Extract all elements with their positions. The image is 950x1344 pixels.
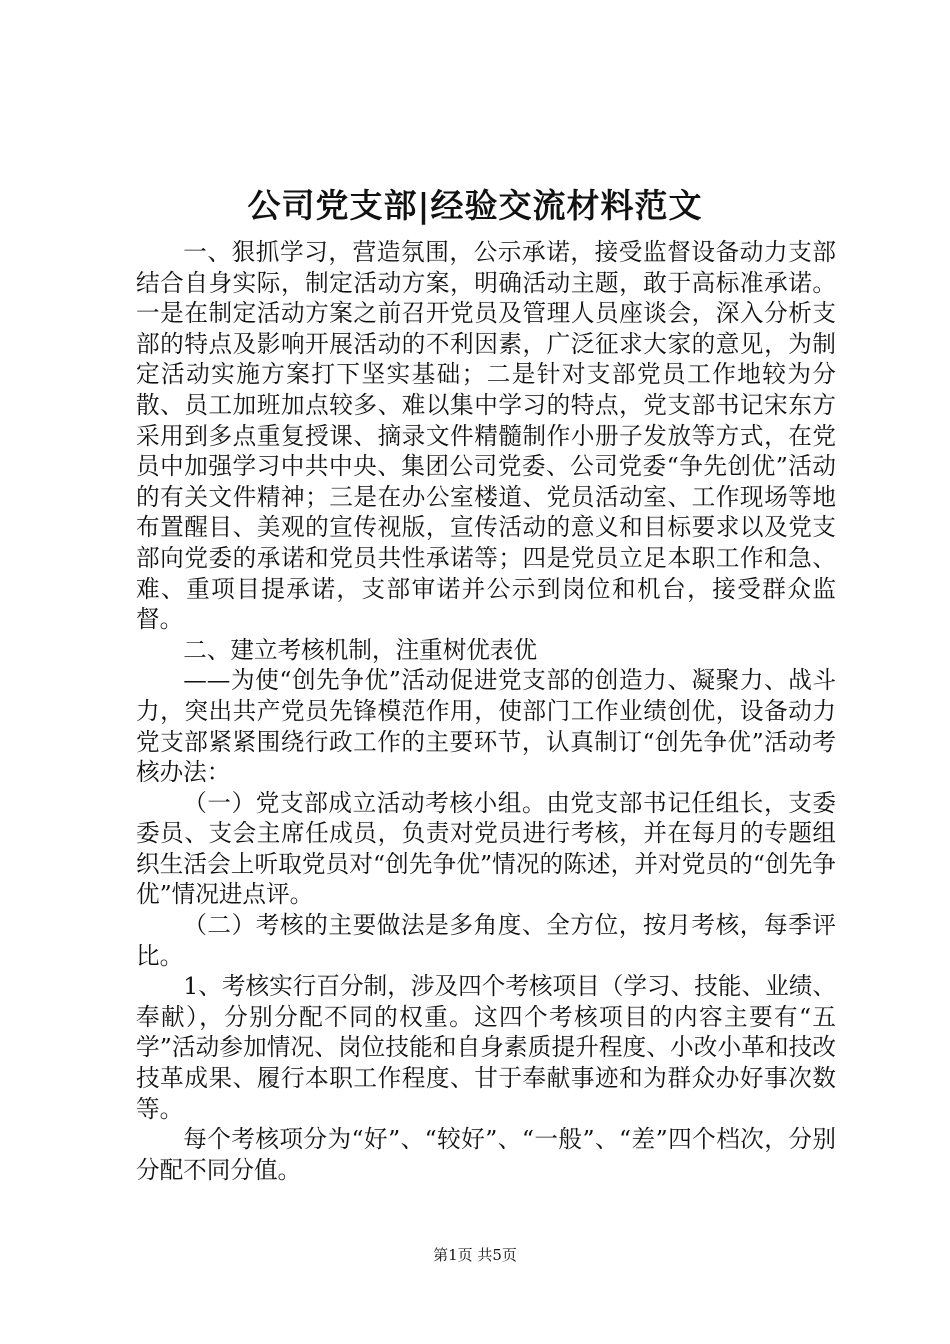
paragraph-grading-levels: 每个考核项分为“好”、“较好”、“一般”、“差”四个档次，分别分配不同分值。: [136, 1125, 836, 1184]
paragraph-assessment-group: （一）党支部成立活动考核小组。由党支部书记任组长，支委委员、支会主席任成员，负责对党员进行考核，并在每月的专题组织生活会上听取党员对“创先争优”情况的陈述，并对党员的“创先争优”情况进点评。: [136, 788, 836, 909]
paragraph-section-two-heading: 二、建立考核机制，注重树优表优: [183, 635, 538, 664]
document-body: [136, 237, 836, 1185]
paragraph-study: 一、狠抓学习，营造氛围，公示承诺，接受监督设备动力支部结合自身实际，制定活动方案，明确活动主题，敢于高标准承诺。一是在制定活动方案之前召开党员及管理人员座谈会，深入分析支部的特点及影响开展活动的不利因素，广泛征求大家的意见，为制定活动实施方案打下坚实基础；二是针对支部党员工作地较为分散、员工加班加点较多、难以集中学习的特点，党支部书记宋东方采用到多点重复授课、摘录文件精髓制作小册子发放等方式，在党员中加强学习中共中央、集团公司党委、公司党委“争先创优”活动的有关文件精神；三是在办公室楼道、党员活动室、工作现场等地布置醒目、美观的宣传视版，宣传活动的意义和目标要求以及党支部向党委的承诺和党员共性承诺等；四是党员立足本职工作和急、难、重项目提承诺，支部审诺并公示到岗位和机台，接受群众监督。: [136, 238, 836, 634]
document-title: 公司党支部|经验交流材料范文: [247, 186, 703, 225]
page-number-footer: 第1页 共5页: [433, 1246, 517, 1264]
paragraph-scoring-system: 1、考核实行百分制，涉及四个考核项目（学习、技能、业绩、奉献），分别分配不同的权重。这四个考核项目的内容主要有“五学”活动参加情况、岗位技能和自身素质提升程度、小改小革和技改技革成果、履行本职工作程度、甘于奉献事迹和为群众办好事次数等。: [136, 972, 836, 1123]
paragraph-assessment-method: （二）考核的主要做法是多角度、全方位，按月考核，每季评比。: [136, 911, 836, 970]
paragraph-assessment-intro: ——为使“创先争优”活动促进党支部的创造力、凝聚力、战斗力，突出共产党员先锋模范作用，使部门工作业绩创优，设备动力党支部紧紧围绕行政工作的主要环节，认真制订“创先争优”活动考核办法：: [136, 666, 836, 787]
